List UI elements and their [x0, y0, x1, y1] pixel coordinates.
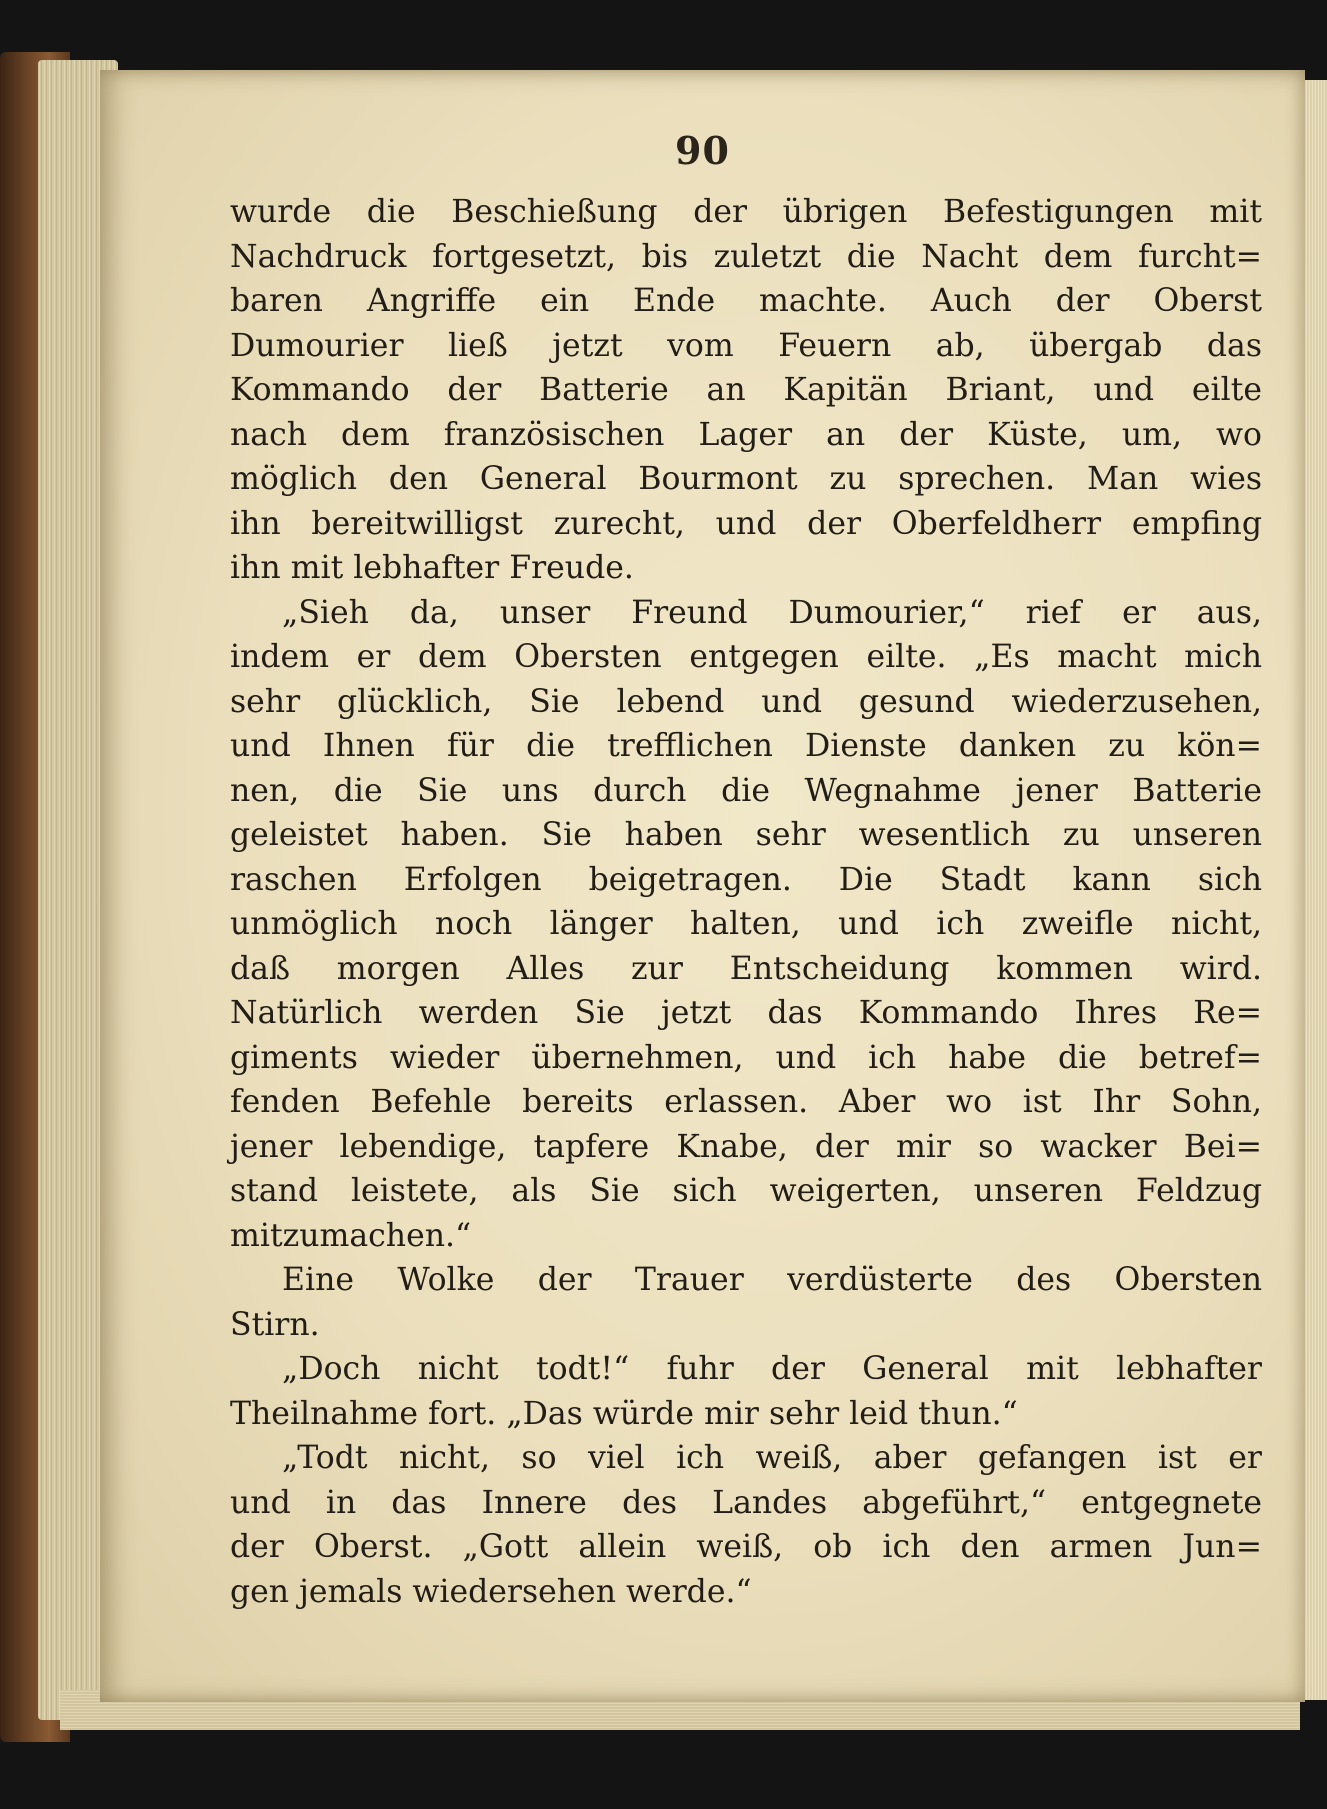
- text-line: baren Angriffe ein Ende machte. Auch der Oberst: [230, 283, 1262, 319]
- text-line: möglich den General Bourmont zu sprechen. Man wies: [230, 461, 1262, 497]
- book-page: [100, 70, 1305, 1702]
- text-line: „Doch nicht todt!“ fuhr der General mit lebhafter: [282, 1351, 1262, 1387]
- text-line: gen jemals wiedersehen werde.“: [230, 1573, 752, 1610]
- text-line: fenden Befehle bereits erlassen. Aber wo ist Ihr Sohn,: [230, 1084, 1262, 1120]
- text-line: unmöglich noch länger halten, und ich zweifle nicht,: [230, 906, 1262, 942]
- text-line: sehr glücklich, Sie lebend und gesund wiederzusehen,: [230, 683, 1262, 720]
- text-line: „Sieh da, unser Freund Dumourier,“ rief er aus,: [282, 594, 1262, 631]
- text-line: nen, die Sie uns durch die Wegnahme jener Batterie: [230, 772, 1262, 809]
- text-line: geleistet haben. Sie haben sehr wesentlich zu unseren: [230, 817, 1262, 853]
- text-line: der Oberst. „Gott allein weiß, ob ich den armen Jun=: [230, 1529, 1262, 1565]
- text-line: „Todt nicht, so viel ich weiß, aber gefangen ist er: [282, 1440, 1262, 1476]
- text-line: giments wieder übernehmen, und ich habe die betref=: [230, 1039, 1262, 1076]
- text-line: Natürlich werden Sie jetzt das Kommando Ihres Re=: [230, 995, 1262, 1031]
- text-line: Eine Wolke der Trauer verdüsterte des Obersten: [282, 1262, 1262, 1298]
- text-line: und Ihnen für die trefflichen Dienste danken zu kön=: [230, 728, 1262, 764]
- text-line: stand leistete, als Sie sich weigerten, unseren Feldzug: [230, 1173, 1262, 1209]
- text-line: Theilnahme fort. „Das würde mir sehr leid thun.“: [230, 1395, 1018, 1432]
- text-line: Dumourier ließ jetzt vom Feuern ab, übergab das: [230, 327, 1262, 364]
- text-line: ihn mit lebhafter Freude.: [230, 550, 634, 586]
- text-line: ihn bereitwilligst zurecht, und der Oberfeldherr empfing: [230, 505, 1262, 542]
- text-line: und in das Innere des Landes abgeführt,“ entgegnete: [230, 1484, 1262, 1521]
- text-line: wurde die Beschießung der übrigen Befestigungen mit: [230, 194, 1262, 230]
- page-number: 90: [675, 128, 730, 173]
- text-line: Nachdruck fortgesetzt, bis zuletzt die Nacht dem furcht=: [230, 238, 1262, 275]
- body-text: [230, 190, 1262, 1614]
- text-line: nach dem französischen Lager an der Küste, um, wo: [230, 416, 1262, 453]
- text-line: Stirn.: [230, 1306, 320, 1343]
- text-line: jener lebendige, tapfere Knabe, der mir so wacker Bei=: [230, 1128, 1262, 1165]
- text-line: raschen Erfolgen beigetragen. Die Stadt kann sich: [230, 861, 1262, 898]
- text-line: Kommando der Batterie an Kapitän Briant, und eilte: [230, 372, 1262, 408]
- text-line: daß morgen Alles zur Entscheidung kommen wird.: [230, 950, 1262, 987]
- text-line: indem er dem Obersten entgegen eilte. „Es macht mich: [230, 639, 1262, 675]
- text-line: mitzumachen.“: [230, 1217, 472, 1254]
